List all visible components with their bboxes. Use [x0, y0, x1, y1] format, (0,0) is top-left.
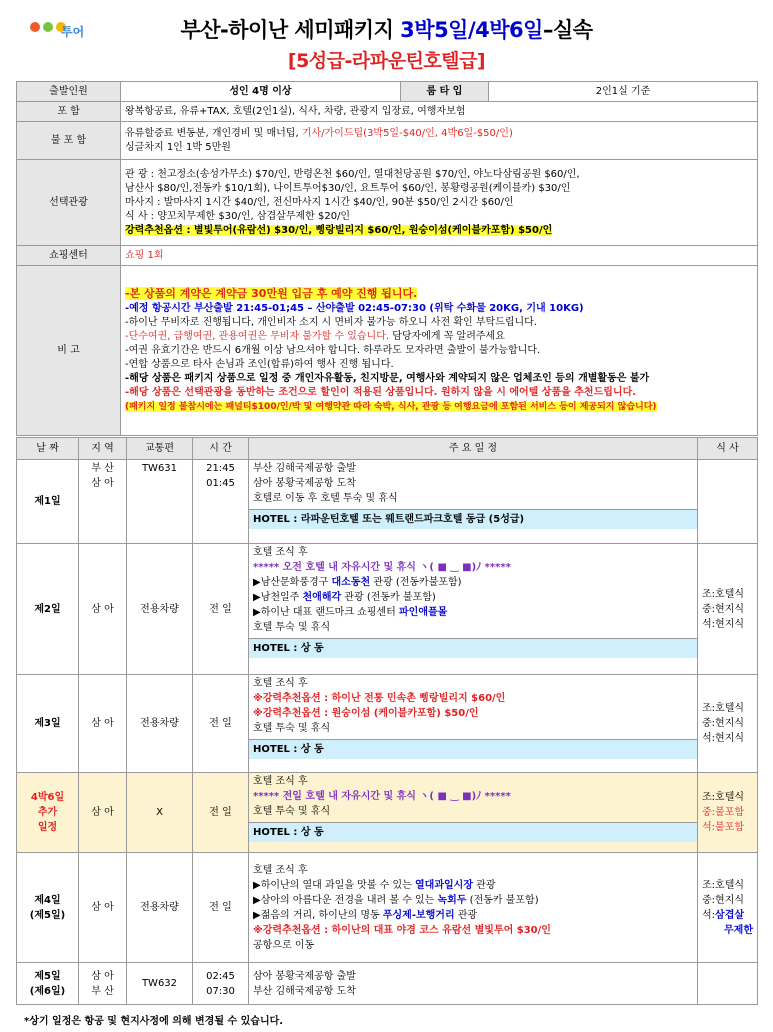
hotel-info: HOTEL : 상 동: [249, 638, 697, 658]
meal-cell: [698, 963, 758, 1005]
page-title: 부산-하이난 세미패키지 3박5일/4박6일–실속: [180, 18, 593, 42]
time-cell: 전 일: [193, 853, 249, 963]
day-label: 제4일 (제5일): [17, 853, 79, 963]
depart-value: 성인 4명 이상: [121, 82, 401, 102]
day-label: 제2일: [17, 544, 79, 675]
remark-label: 비 고: [17, 266, 121, 436]
table-row: [17, 460, 758, 544]
col-date-header: 날 짜: [17, 438, 79, 460]
col-meal-header: 식 사: [698, 438, 758, 460]
exclude-value: 유류할증료 변동분, 개인경비 및 매너팁, 기사/가이드팁(3박5일-$40/인, 4박6일-$50/인) 싱글차지 1인 1박 5만원: [121, 122, 758, 160]
region-cell: 삼 아: [79, 853, 127, 963]
meal-cell: 조:호텔식 중:현지식 석:현지식: [698, 544, 758, 675]
table-row: [17, 544, 758, 675]
col-transport-header: 교통편: [127, 438, 193, 460]
itinerary-table: [16, 437, 758, 1005]
region-cell: 삼 아: [79, 675, 127, 773]
shopping-label: 쇼핑센터: [17, 246, 121, 266]
transport-cell: 전용차량: [127, 853, 193, 963]
day-label: 4박6일 추가 일정: [17, 773, 79, 853]
hotel-info: HOTEL : 상 동: [249, 739, 697, 759]
footnote: *상기 일정은 항공 및 현지사정에 의해 변경될 수 있습니다.: [24, 1016, 284, 1027]
optional-tour-value: 관 광 : 천고정소(송성가무소) $70/인, 반령온천 $60/인, 열대천당공원 $70/인, 야노다삼림공원 $60/인, 남산사 $80/인,전동카 $10/1회), 나이트투어$30/인, 요트투어 $60/인, 봉황령공원(케이블카) $30/인 마사지 : 발마사지 1시간 $40/인, 전신마사지 1시간 $40/인, 90분 $50/인 2시간 $60/인 식 사 : 양꼬치무제한 $30/인, 삼겹살무제한 $20/인 강력추천옵션 : 별빛투어(유람선) $30/인, 삥랑빌리지 $60/인, 원숭이섬(케이블카포함) $50/인: [121, 160, 758, 246]
page-subtitle: [5성급-라파운틴호텔급]: [287, 50, 486, 72]
col-itinerary-header: 주 요 일 정: [249, 438, 698, 460]
hotel-info: HOTEL : 라파운틴호텔 또는 웨트랜드파크호텔 동급 (5성급): [249, 509, 697, 529]
table-row: [17, 963, 758, 1005]
col-time-header: 시 간: [193, 438, 249, 460]
room-value: 2인1실 기준: [489, 82, 758, 102]
time-cell: 전 일: [193, 544, 249, 675]
transport-cell: TW631: [127, 460, 193, 544]
itinerary-cell: 호텔 조식 후 ▶하이난의 열대 과일을 맛볼 수 있는 열대과일시장 관광 ▶삼아의 아름다운 전경을 내려 볼 수 있는 녹회두 (전동카 불포함) ▶젊음의 거리, 하이난의 명동 푸싱제-보행거리 관광 ※강력추천옵션 : 하이난의 대표 야경 코스 유람선 별빛투어 $30/인 공항으로 이동: [249, 853, 698, 963]
meal-cell: [698, 460, 758, 544]
time-cell: 전 일: [193, 773, 249, 853]
itinerary-cell: 호텔 조식 후 ***** 오전 호텔 내 자유시간 및 휴식 ヽ( ■ ‿ ■)ﾉ ***** ▶남산문화풍경구 대소동천 관광 (전동카불포함) ▶남천일주 천애해각 관광 (전동카 불포함) ▶하이난 대표 랜드마크 쇼핑센터 파인애플몰 호텔 투숙 및 휴식 HOTEL : 상 동: [249, 544, 698, 675]
itinerary-cell: 호텔 조식 후 ***** 전일 호텔 내 자유시간 및 휴식 ヽ( ■ ‿ ■)ﾉ ***** 호텔 투숙 및 휴식 HOTEL : 상 동: [249, 773, 698, 853]
time-cell: 02:45 07:30: [193, 963, 249, 1005]
table-row: [17, 853, 758, 963]
transport-cell: X: [127, 773, 193, 853]
include-label: 포 함: [17, 102, 121, 122]
itinerary-cell: 호텔 조식 후 ※강력추천옵션 : 하이난 전통 민속촌 삥랑빌리지 $60/인 ※강력추천옵션 : 원숭이섬 (케이블카포함) $50/인 호텔 투숙 및 휴식 HOTEL : 상 동: [249, 675, 698, 773]
package-info-table: [16, 81, 758, 436]
transport-cell: 전용차량: [127, 675, 193, 773]
meal-cell: 조:호텔식 중:현지식 석:현지식: [698, 675, 758, 773]
region-cell: 삼 아: [79, 773, 127, 853]
day-label: 제1일: [17, 460, 79, 544]
optional-tour-label: 선택관광: [17, 160, 121, 246]
region-cell: 부 산 삼 아: [79, 460, 127, 544]
shopping-value: 쇼핑 1회: [121, 246, 758, 266]
itinerary-cell: 부산 김해국제공항 출발 삼아 봉황국제공항 도착 호텔로 이동 후 호텔 투숙 및 휴식 HOTEL : 라파운틴호텔 또는 웨트랜드파크호텔 동급 (5성급): [249, 460, 698, 544]
col-region-header: 지 역: [79, 438, 127, 460]
time-cell: 21:45 01:45: [193, 460, 249, 544]
day-label: 제3일: [17, 675, 79, 773]
table-row: [17, 675, 758, 773]
meal-cell: 조:호텔식 중:현지식 석:삼겹살 무제한: [698, 853, 758, 963]
itinerary-cell: 삼아 봉황국제공항 출발 부산 김해국제공항 도착: [249, 963, 698, 1005]
depart-label: 출발인원: [17, 82, 121, 102]
time-cell: 전 일: [193, 675, 249, 773]
include-value: 왕복항공료, 유류+TAX, 호텔(2인1실), 식사, 차량, 관광지 입장료, 여행자보험: [121, 102, 758, 122]
hotel-info: HOTEL : 상 동: [249, 822, 697, 842]
room-label: 룸 타 입: [401, 82, 489, 102]
logo-text: 투어: [61, 25, 85, 39]
recommended-options: 강력추천옵션 : 별빛투어(유람선) $30/인, 삥랑빌리지 $60/인, 원숭이섬(케이블카포함) $50/인: [125, 224, 553, 236]
table-row: [17, 773, 758, 853]
meal-cell: 조:호텔식 중:불포함 석:불포함: [698, 773, 758, 853]
page-header: [16, 8, 757, 78]
exclude-label: 불 포 함: [17, 122, 121, 160]
transport-cell: 전용차량: [127, 544, 193, 675]
region-cell: 삼 아 부 산: [79, 963, 127, 1005]
transport-cell: TW632: [127, 963, 193, 1005]
region-cell: 삼 아: [79, 544, 127, 675]
remark-value: -본 상품의 계약은 계약금 30만원 입금 후 예약 진행 됩니다. -예정 항공시간 부산출발 21:45-01;45 – 산야출발 02:45-07:30 (위탁 수화물 20KG, 기내 10KG) -하이난 무비자로 진행됩니다, 개인비자 소지 시 면비자 불가능 하오니 사전 확인 부탁드립니다. -단수여권, 급행여권, 관용여권은 무비자 불가할 수 있습니다. 담당자에게 꼭 알려주세요 -여권 유효기간은 반드시 6개월 이상 남으셔야 합니다. 하루라도 모자라면 출발이 불가능합니다. -연합 상품으로 타사 손님과 조인(합류)하여 행사 진행 됩니다. -해당 상품은 패키지 상품으로 일정 중 개인자유활동, 친지방문, 여행사와 계약되지 않은 업체조인 등의 개별활동은 불가 -해당 상품은 선택관광을 동반하는 조건으로 할인이 적용된 상품입니다. 원하지 않을 시 에어텔 상품을 추천드립니다. (패키지 일정 불참시에는 패널티$100/인/박 및 여행약관 따라 숙박, 식사, 관광 등 여행요금에 포함된 서비스 등이 제공되지 않습니다): [121, 266, 758, 436]
day-label: 제5일 (제6일): [17, 963, 79, 1005]
